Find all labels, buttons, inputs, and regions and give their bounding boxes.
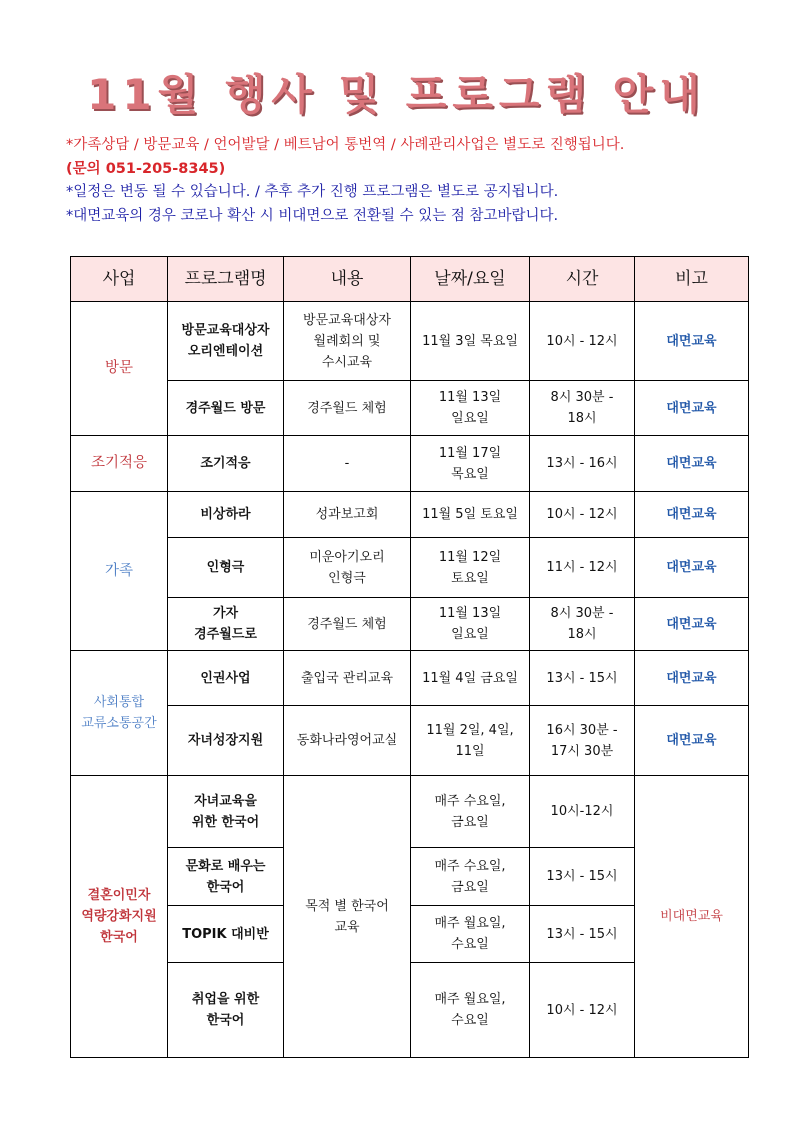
program-cell: 자녀성장지원 [168, 706, 284, 776]
program-cell: 인형극 [168, 538, 284, 598]
date-cell: 11월 13일 일요일 [411, 598, 530, 651]
program-cell: 자녀교육을 위한 한국어 [168, 776, 284, 848]
program-cell: TOPIK 대비반 [168, 906, 284, 963]
remarks-cell: 대면교육 [635, 302, 749, 381]
time-cell: 10시 - 12시 [530, 492, 635, 538]
time-cell: 13시 - 16시 [530, 436, 635, 492]
content-cell: 성과보고회 [284, 492, 411, 538]
header-remarks: 비고 [635, 257, 749, 302]
date-cell: 11월 4일 금요일 [411, 651, 530, 706]
header-content: 내용 [284, 257, 411, 302]
program-cell: 경주월드 방문 [168, 381, 284, 436]
content-cell: 목적 별 한국어 교육 [284, 776, 411, 1058]
date-cell: 11월 12일 토요일 [411, 538, 530, 598]
remarks-cell: 대면교육 [635, 598, 749, 651]
header-program: 프로그램명 [168, 257, 284, 302]
time-cell: 16시 30분 - 17시 30분 [530, 706, 635, 776]
notice-line-schedule-change: *일정은 변동 될 수 있습니다. / 추후 추가 진행 프로그램은 별도로 공지됩니다. [66, 184, 559, 200]
time-cell: 13시 - 15시 [530, 848, 635, 906]
remarks-cell: 대면교육 [635, 436, 749, 492]
date-cell: 11월 2일, 4일, 11일 [411, 706, 530, 776]
content-cell: 동화나라영어교실 [284, 706, 411, 776]
business-cell: 가족 [71, 492, 168, 651]
date-cell: 11월 17일 목요일 [411, 436, 530, 492]
time-cell: 13시 - 15시 [530, 651, 635, 706]
table-row [71, 302, 749, 381]
content-cell: - [284, 436, 411, 492]
remarks-cell: 대면교육 [635, 492, 749, 538]
time-cell: 8시 30분 - 18시 [530, 381, 635, 436]
time-cell: 10시 - 12시 [530, 963, 635, 1058]
business-cell: 사회통합 교류소통공간 [71, 651, 168, 776]
business-cell: 결혼이민자 역량강화지원 한국어 [71, 776, 168, 1058]
header-date: 날짜/요일 [411, 257, 530, 302]
table-row [71, 381, 749, 436]
program-cell: 가자 경주월드로 [168, 598, 284, 651]
program-cell: 문화로 배우는 한국어 [168, 848, 284, 906]
content-cell: 미운아기오리 인형극 [284, 538, 411, 598]
content-cell: 방문교육대상자 월례회의 및 수시교육 [284, 302, 411, 381]
time-cell: 13시 - 15시 [530, 906, 635, 963]
notice-line-covid: *대면교육의 경우 코로나 확산 시 비대면으로 전환될 수 있는 점 참고바랍니다. [66, 207, 559, 224]
table-row [71, 706, 749, 776]
time-cell: 10시 - 12시 [530, 302, 635, 381]
program-cell: 취업을 위한 한국어 [168, 963, 284, 1058]
program-cell: 방문교육대상자 오리엔테이션 [168, 302, 284, 381]
content-cell: 경주월드 체험 [284, 598, 411, 651]
time-cell: 11시 - 12시 [530, 538, 635, 598]
header-business: 사업 [71, 257, 168, 302]
remarks-cell: 대면교육 [635, 651, 749, 706]
business-cell: 방문 [71, 302, 168, 436]
remarks-cell: 대면교육 [635, 538, 749, 598]
date-cell: 매주 수요일, 금요일 [411, 848, 530, 906]
program-cell: 비상하라 [168, 492, 284, 538]
table-row [71, 538, 749, 598]
table-row [71, 436, 749, 492]
remarks-cell: 대면교육 [635, 381, 749, 436]
time-cell: 10시-12시 [530, 776, 635, 848]
notice-line-separate-programs: *가족상담 / 방문교육 / 언어발달 / 베트남어 통번역 / 사례관리사업은 별도로 진행됩니다. [66, 137, 625, 153]
date-cell: 11월 3일 목요일 [411, 302, 530, 381]
notice-line-contact: (문의 051-205-8345) [66, 160, 226, 177]
content-cell: 출입국 관리교육 [284, 651, 411, 706]
table-row [71, 598, 749, 651]
date-cell: 매주 수요일, 금요일 [411, 776, 530, 848]
date-cell: 매주 월요일, 수요일 [411, 963, 530, 1058]
table-row [71, 492, 749, 538]
time-cell: 8시 30분 - 18시 [530, 598, 635, 651]
page-title: 11월 행사 및 프로그램 안내 [87, 70, 706, 119]
table-header-row [71, 257, 749, 302]
header-time: 시간 [530, 257, 635, 302]
notice-block [66, 134, 766, 228]
business-cell: 조기적응 [71, 436, 168, 492]
date-cell: 11월 13일 일요일 [411, 381, 530, 436]
remarks-cell: 비대면교육 [635, 776, 749, 1058]
content-cell: 경주월드 체험 [284, 381, 411, 436]
table-row [71, 651, 749, 706]
date-cell: 11월 5일 토요일 [411, 492, 530, 538]
program-cell: 조기적응 [168, 436, 284, 492]
program-cell: 인권사업 [168, 651, 284, 706]
table-row [71, 776, 749, 848]
date-cell: 매주 월요일, 수요일 [411, 906, 530, 963]
schedule-table [70, 256, 749, 1058]
remarks-cell: 대면교육 [635, 706, 749, 776]
